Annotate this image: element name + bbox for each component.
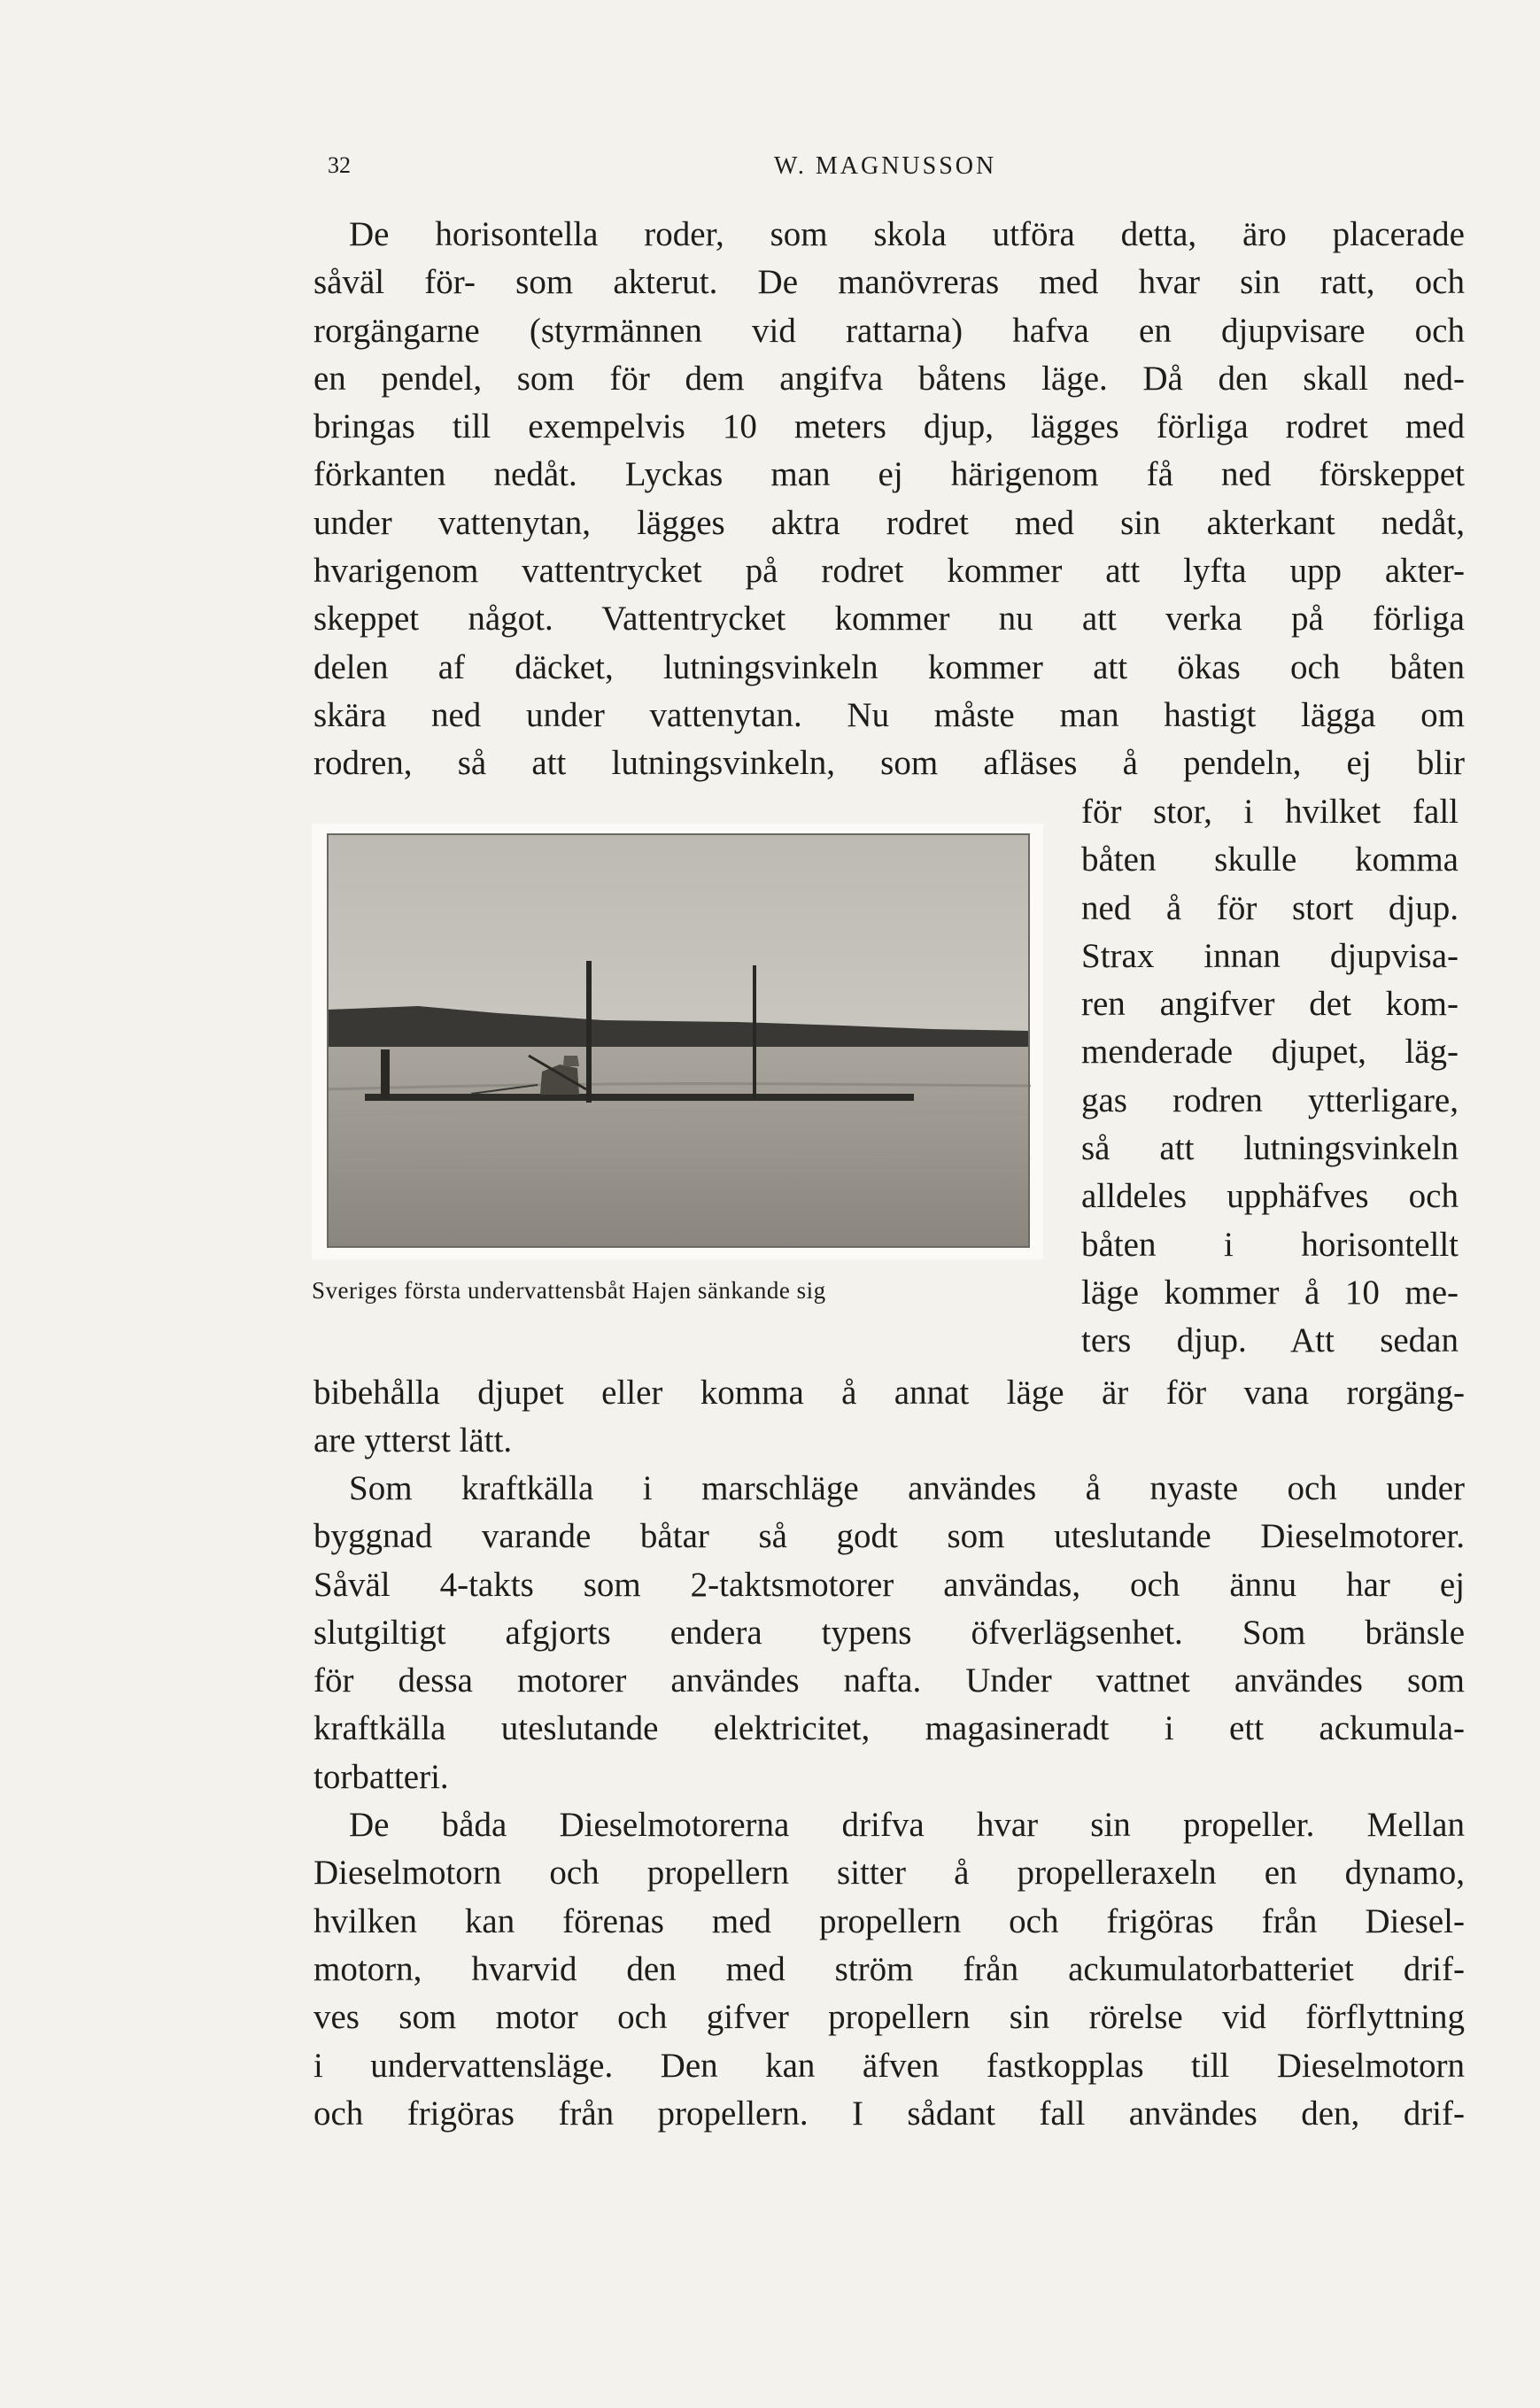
text-line: skeppet något. Vattentrycket kommer nu att verka på förliga: [313, 600, 1465, 639]
text-line: båten i horisontellt: [1081, 1225, 1459, 1264]
text-line: ters djup. Att sedan: [1081, 1321, 1459, 1360]
text-line: torbatteri.: [313, 1757, 449, 1796]
text-line: menderade djupet, läg-: [1081, 1033, 1459, 1072]
text-line: De båda Dieselmotorerna drifva hvar sin propeller. Mellan: [349, 1806, 1465, 1845]
text-line: båten skulle komma: [1081, 840, 1459, 879]
text-line: förkanten nedåt. Lyckas man ej härigenom få ned förskeppet: [313, 455, 1465, 494]
text-line: kraftkälla uteslutande elektricitet, magasineradt i ett ackumula-: [313, 1709, 1465, 1748]
page-number: 32: [328, 152, 351, 178]
text-line: ned å för stort djup.: [1081, 888, 1459, 927]
paragraph-1-end: [313, 1369, 1465, 1466]
text-line: under vattenytan, lägges aktra rodret med sin akterkant nedåt,: [313, 503, 1465, 542]
photo-image: [312, 824, 1043, 1259]
text-line: alldeles upphäfves och: [1081, 1177, 1459, 1216]
text-line: läge kommer å 10 me-: [1081, 1273, 1459, 1312]
text-line: Strax innan djupvisa-: [1081, 936, 1459, 975]
text-line: en pendel, som för dem angifva båtens läge. Då den skall ned-: [313, 359, 1465, 398]
text-line: byggnad varande båtar så godt som uteslutande Dieselmotorer.: [313, 1517, 1465, 1556]
text-line: motorn, hvarvid den med ström från ackumulatorbatteriet drif-: [313, 1949, 1465, 1988]
submarine-photo: [312, 824, 1043, 1259]
text-line: såväl för- som akterut. De manövreras med hvar sin ratt, och: [313, 263, 1465, 302]
figure-caption: Sveriges första undervattensbåt Hajen sänkande sig: [312, 1277, 826, 1304]
text-line: ren angifver det kom-: [1081, 985, 1459, 1024]
text-line: för dessa motorer användes nafta. Under vattnet användes som: [313, 1661, 1465, 1700]
text-line: hvilken kan förenas med propellern och frigöras från Diesel-: [313, 1901, 1465, 1940]
text-line: skära ned under vattenytan. Nu måste man hastigt lägga om: [313, 695, 1465, 734]
paragraph-1: [313, 211, 1465, 788]
text-line: så att lutningsvinkeln: [1081, 1129, 1459, 1168]
paragraphs-2-3: [313, 1465, 1465, 2138]
running-title: W. MAGNUSSON: [774, 152, 997, 180]
text-line: are ytterst lätt.: [313, 1421, 513, 1460]
text-line: och frigöras från propellern. I sådant fall användes den, drif-: [313, 2094, 1465, 2133]
text-line: bringas till exempelvis 10 meters djup, lägges förliga rodret med: [313, 407, 1465, 446]
text-line: slutgiltigt afgjorts endera typens öfverlägsenhet. Som bränsle: [313, 1613, 1465, 1652]
text-line: Dieselmotorn och propellern sitter å propelleraxeln en dynamo,: [313, 1854, 1465, 1893]
text-line: rorgängarne (styrmännen vid rattarna) hafva en djupvisare och: [313, 311, 1465, 350]
text-line: Såväl 4-takts som 2-taktsmotorer användas, och ännu har ej: [313, 1565, 1465, 1604]
wrapped-column: [1081, 788, 1459, 1366]
text-line: i undervattensläge. Den kan äfven fastkopplas till Dieselmotorn: [313, 2046, 1465, 2085]
text-line: hvarigenom vattentrycket på rodret kommer att lyfta upp akter-: [313, 552, 1465, 591]
text-line: för stor, i hvilket fall: [1081, 793, 1459, 831]
text-line: ves som motor och gifver propellern sin rörelse vid förflyttning: [313, 1998, 1465, 2037]
text-line: gas rodren ytterligare,: [1081, 1080, 1459, 1119]
text-line: bibehålla djupet eller komma å annat läge är för vana rorgäng-: [313, 1374, 1465, 1412]
text-line: De horisontella roder, som skola utföra detta, äro placerade: [349, 215, 1465, 253]
text-line: delen af däcket, lutningsvinkeln kommer att ökas och båten: [313, 647, 1465, 686]
text-line: Som kraftkälla i marschläge användes å nyaste och under: [349, 1469, 1465, 1507]
text-line: rodren, så att lutningsvinkeln, som afläses å pendeln, ej blir: [313, 744, 1465, 783]
